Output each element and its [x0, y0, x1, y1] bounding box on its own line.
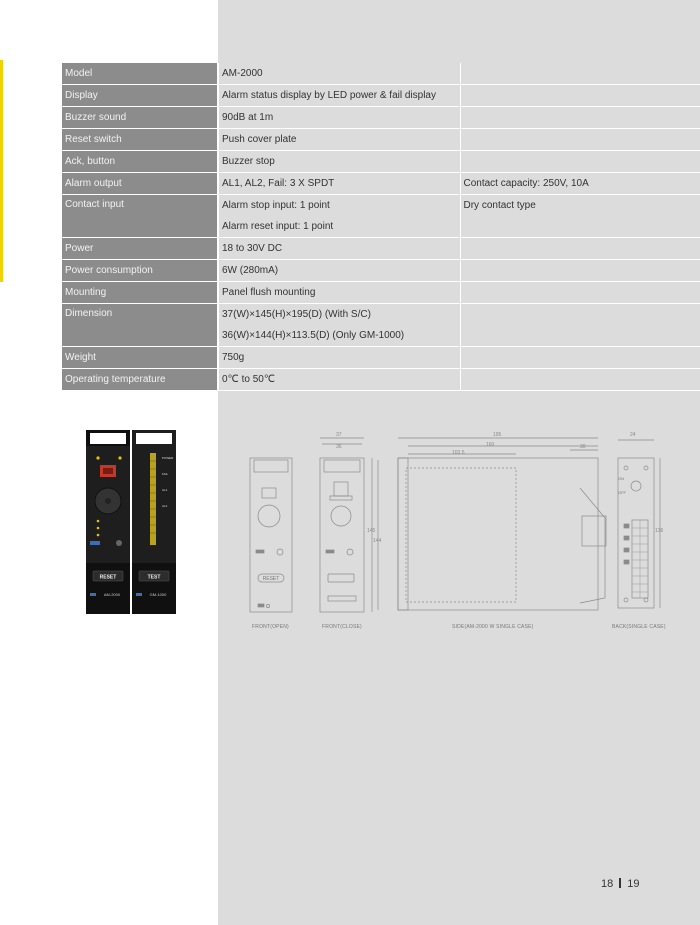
specification-table: [62, 63, 700, 391]
spec-value-line: Alarm status display by LED power & fail display: [222, 90, 436, 101]
spec-row: [62, 195, 700, 238]
spec-label: Contact input: [62, 195, 218, 238]
spec-value-line: AM-2000: [222, 68, 263, 79]
spec-label: Buzzer sound: [62, 107, 218, 129]
spec-value-line: Alarm reset input: 1 point: [222, 221, 334, 232]
spec-value-line: 6W (280mA): [222, 265, 279, 276]
spec-value: [218, 282, 460, 304]
caption-front-open: FRONT(OPEN): [252, 624, 289, 630]
spec-row: [62, 347, 700, 369]
spec-value: [218, 85, 460, 107]
dim-depth-195: 195: [493, 432, 502, 438]
spec-note: [460, 282, 700, 304]
spec-note-text: [464, 282, 700, 303]
spec-value-line: 37(W)×145(H)×195(D) (With S/C): [222, 309, 371, 320]
front-reset-label: RESET: [262, 576, 280, 582]
caption-front-close: FRONT(CLOSE): [322, 624, 362, 630]
spec-note-text: [464, 151, 700, 172]
spec-label: Mounting: [62, 282, 218, 304]
product-photo-svg: [62, 403, 216, 622]
spec-value: [218, 195, 460, 238]
dim-depth-30: 30: [580, 444, 586, 450]
spec-note: [460, 195, 700, 238]
spec-note: [460, 173, 700, 195]
spec-note: [460, 304, 700, 347]
spec-note: [460, 347, 700, 369]
spec-row: [62, 129, 700, 151]
dim-height-145: 145: [367, 528, 376, 534]
spec-label: Dimension: [62, 304, 218, 347]
spec-note-text: [464, 129, 700, 150]
spec-value: [218, 173, 460, 195]
spec-label: Operating temperature: [62, 369, 218, 391]
spec-value-line: Buzzer stop: [222, 156, 275, 167]
dim-back-width-24: 24: [630, 432, 636, 438]
spec-note: [460, 369, 700, 391]
page-numbers: [601, 878, 640, 890]
spec-value-line: Panel flush mounting: [222, 287, 316, 298]
spec-row: [62, 151, 700, 173]
spec-note: [460, 238, 700, 260]
spec-note-text: Contact capacity: 250V, 10A: [463, 178, 589, 189]
photo-right-model: GM-1000: [149, 592, 167, 597]
back-switch-on: ON: [618, 476, 624, 481]
spec-row: [62, 369, 700, 391]
spec-value-line: 0℃ to 50℃: [222, 374, 276, 385]
spec-row: [62, 107, 700, 129]
product-photo: [62, 403, 216, 622]
spec-note: [460, 85, 700, 107]
spec-value: [218, 107, 460, 129]
spec-label: Model: [62, 63, 218, 85]
spec-label: Reset switch: [62, 129, 218, 151]
spec-value-line: AL1, AL2, Fail: 3 X SPDT: [222, 178, 335, 189]
spec-row: [62, 260, 700, 282]
dim-width-36: 36: [336, 444, 342, 450]
spec-value-line: 18 to 30V DC: [222, 243, 283, 254]
spec-row: [62, 173, 700, 195]
front-open-view: [250, 458, 292, 612]
spec-value: [218, 63, 460, 85]
spec-note-text: [464, 347, 700, 368]
spec-note-text: [464, 304, 700, 325]
spec-note-text: Dry contact type: [463, 200, 536, 211]
spec-note: [460, 63, 700, 85]
spec-row: [62, 63, 700, 85]
spec-value-line: Alarm stop input: 1 point: [222, 200, 330, 211]
caption-side: SIDE(AM-2000 W SINGLE CASE): [452, 624, 534, 630]
spec-note-text: [464, 369, 700, 390]
caption-back: BACK(SINGLE CASE): [612, 624, 666, 630]
spec-note-text: [464, 238, 700, 259]
spec-value: [218, 238, 460, 260]
spec-value-line: 90dB at 1m: [222, 112, 274, 123]
photo-reset-label: RESET: [99, 574, 117, 581]
spec-value: [218, 347, 460, 369]
spec-label: Power: [62, 238, 218, 260]
spec-row: [62, 85, 700, 107]
spec-note: [460, 129, 700, 151]
spec-value: [218, 304, 460, 347]
spec-label: Display: [62, 85, 218, 107]
photo-left-model: AM-2000: [103, 592, 121, 597]
accent-bar: [0, 60, 3, 282]
spec-note-text: [464, 63, 700, 84]
back-switch-off: OFF: [618, 490, 626, 495]
dimension-drawing: [240, 428, 670, 638]
page-number-right: 19: [627, 878, 640, 890]
spec-note-text: [464, 107, 700, 128]
photo-test-label: TEST: [147, 574, 161, 581]
photo-label-al1: AL1: [162, 488, 168, 492]
front-close-view: [320, 438, 378, 612]
dim-height-144: 144: [373, 538, 382, 544]
page-separator: [619, 878, 621, 888]
page-number-left: 18: [601, 878, 614, 890]
dim-width-37: 37: [336, 432, 342, 438]
spec-value: [218, 260, 460, 282]
spec-note-text: [464, 260, 700, 281]
dim-depth-160: 160: [486, 442, 495, 448]
back-view: [618, 440, 660, 608]
photo-label-power: POWER: [162, 456, 174, 460]
spec-value: [218, 129, 460, 151]
spec-note-text: [464, 85, 700, 106]
dimension-drawing-svg: [240, 428, 670, 638]
spec-label: Power consumption: [62, 260, 218, 282]
spec-value: [218, 151, 460, 173]
spec-note: [460, 260, 700, 282]
side-view: [398, 438, 606, 610]
photo-label-al2: AL2: [162, 504, 168, 508]
spec-value-line: Push cover plate: [222, 134, 297, 145]
spec-value-line: 36(W)×144(H)×113.5(D) (Only GM-1000): [222, 330, 405, 341]
spec-row: [62, 238, 700, 260]
spec-label: Ack, button: [62, 151, 218, 173]
led-column: [150, 453, 156, 545]
spec-value-line: 750g: [222, 352, 245, 363]
spec-value: [218, 369, 460, 391]
spec-note: [460, 151, 700, 173]
spec-row: [62, 282, 700, 304]
spec-label: Alarm output: [62, 173, 218, 195]
spec-label: Weight: [62, 347, 218, 369]
photo-label-fail: FAIL: [162, 472, 169, 476]
spec-note: [460, 107, 700, 129]
spec-row: [62, 304, 700, 347]
dim-depth-103: 103.5: [452, 450, 465, 456]
dim-height-136: 136: [655, 528, 664, 534]
